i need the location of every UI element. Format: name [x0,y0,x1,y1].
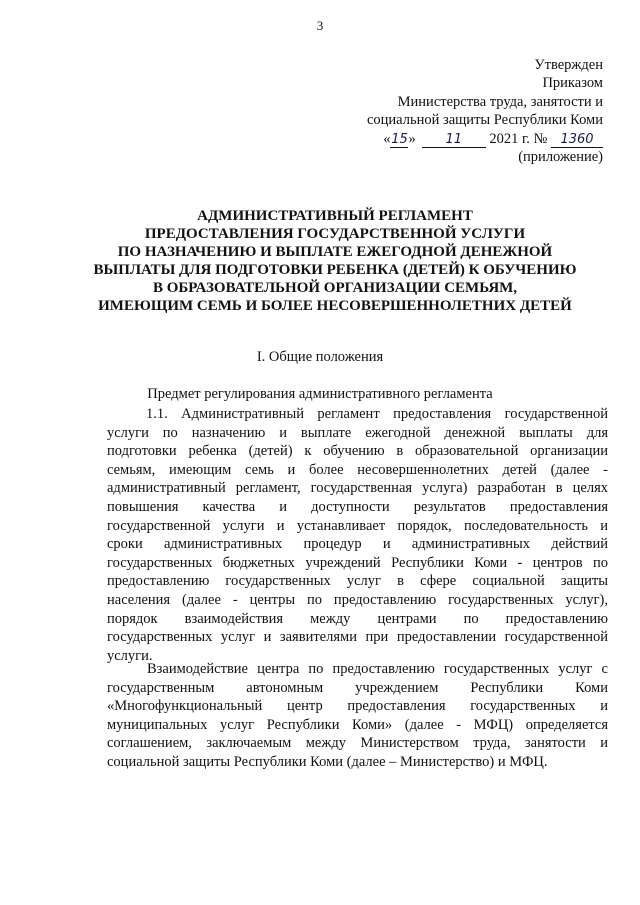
paragraph-line: предоставлению государственных услуг в сфере социальной защиты [107,573,608,590]
paragraph-line: социальной защиты Республики Коми (далее – Министерство) и МФЦ. [107,753,548,770]
paragraph-line: административный регламент, государственная услуга) разработан в целях [107,480,608,497]
order-year-label: 2021 г. № [489,130,548,147]
paragraph-line: семьям, имеющим семь и более несовершеннолетних детей (далее - [107,461,608,478]
paragraph-mfc-interaction [107,660,608,772]
paragraph-line: муниципальных услуг Республики Коми» (далее - МФЦ) определяется [107,716,608,733]
paragraph-line: населения (далее - центры по предоставлению государственных услуг), [107,591,608,608]
paragraph-line: услуги по назначению и выплате ежегодной денежной выплаты для [107,424,608,441]
title-line: ПРЕДОСТАВЛЕНИЯ ГОСУДАРСТВЕННОЙ УСЛУГИ [144,226,526,242]
date-open-quote: « [383,130,391,147]
approval-line-6: (приложение) [518,149,603,166]
date-close-quote: » [408,130,416,147]
section-heading: I. Общие положения [256,349,384,365]
document-title [60,207,610,315]
approval-line-2: Приказом [542,75,603,92]
paragraph-line: сроки административных процедур и административных действий [107,536,608,553]
paragraph-line: соглашением, заключаемым между Министерством труда, занятости и [107,735,608,752]
subsection-heading: Предмет регулирования административного регламента [147,386,493,402]
title-line: ВЫПЛАТЫ ДЛЯ ПОДГОТОВКИ РЕБЕНКА (ДЕТЕЙ) К ОБУЧЕНИЮ [93,262,577,278]
paragraph-line: повышения качества и доступности результатов предоставления [107,498,608,515]
approval-line-1: Утвержден [534,57,603,73]
paragraph-1-1 [107,405,608,665]
page-number: 3 [316,18,324,33]
approval-line-4: социальной защиты Республики Коми [366,112,603,129]
title-line: ПО НАЗНАЧЕНИЮ И ВЫПЛАТЕ ЕЖЕГОДНОЙ ДЕНЕЖНОЙ [117,244,553,260]
handwritten-order-number: 1360 [551,132,603,148]
handwritten-month: 11 [422,132,486,148]
paragraph-line: «Многофункциональный центр предоставления государственных и [107,698,608,715]
approval-date-line [367,130,603,148]
paragraph-line: подготовки ребенка (детей) к обучению в образовательной организации [107,443,608,460]
paragraph-line: государственных услуг и заявителями при предоставлении государственной [107,629,608,646]
title-line: АДМИНИСТРАТИВНЫЙ РЕГЛАМЕНТ [197,208,473,224]
paragraph-line: Взаимодействие центра по предоставлению государственных услуг с [147,661,608,677]
paragraph-line: государственным автономным учреждением Республики Коми [107,679,608,696]
title-line: В ОБРАЗОВАТЕЛЬНОЙ ОРГАНИЗАЦИИ СЕМЬЯМ, [152,280,518,296]
handwritten-day: 15 [391,131,408,147]
paragraph-line: услуги. [107,647,153,664]
paragraph-line: государственных бюджетных учреждений Республики Коми - центров по [107,554,608,571]
approval-block [367,56,603,166]
paragraph-line: 1.1. Административный регламент предоставления государственной [146,406,608,422]
approval-line-3: Министерства труда, занятости и [397,93,603,110]
paragraph-line: порядок взаимодействия между центрами по предоставлению [107,610,608,627]
paragraph-line: государственной услуги и устанавливает порядок, последовательность и [107,517,608,534]
title-line: ИМЕЮЩИМ СЕМЬ И БОЛЕЕ НЕСОВЕРШЕННОЛЕТНИХ ДЕТЕЙ [98,298,572,314]
